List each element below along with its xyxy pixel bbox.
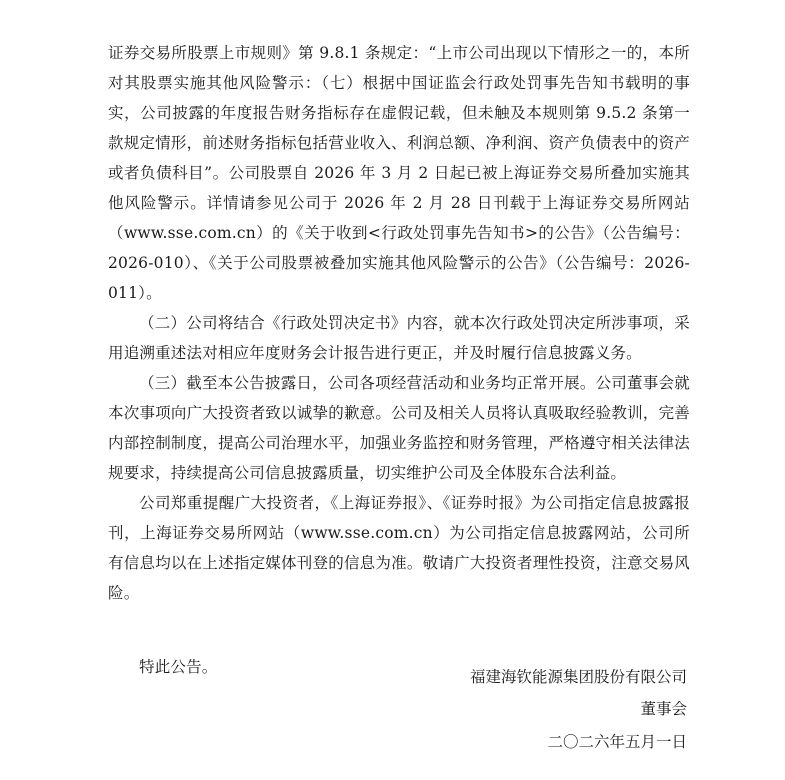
paragraph-operations-apology: （三）截至本公告披露日，公司各项经营活动和业务均正常开展。公司董事会就本次事项向广大投资者致以诚挚的歉意。公司及相关人员将认真吸取经验教训，完善内部控制制度，提高公司治理水平，加强业务监控和财务管理，严格遵守相关法律法规要求，持续提高公司信息披露质量，切实维护公司及全体股东合法利益。: [108, 374, 690, 482]
paragraph-investor-reminder: 公司郑重提醒广大投资者，《上海证券报》、《证券时报》为公司指定信息披露报刊，上海证券交易所网站（www.sse.com.cn）为公司指定信息披露网站，公司所有信息均以在上述指定媒体刊登的信息为准。敬请广大投资者理性投资，注意交易风险。: [108, 494, 690, 602]
paragraph-rules-citation: 证券交易所股票上市规则》第 9.8.1 条规定：“上市公司出现以下情形之一的，本所对其股票实施其他风险警示：（七）根据中国证监会行政处罚事先告知书载明的事实，公司披露的年度报告财务指标存在虚假记载，但未触及本规则第 9.5.2 条第一款规定情形，前述财务指标包括营业收入、利润总额、净利润、资产负债表中的资产或者负债科目”。公司股票自 2026 年 3 月 2 日起已被上海证券交易所叠加实施其他风险警示。详情请参见公司于 2026 年 2 月 28 日刊载于上海证券交易所网站（www.sse.com.cn）的《关于收到<行政处罚事先告知书>的公告》（公告编号：2026-010）、《关于公司股票被叠加实施其他风险警示的公告》（公告编号：2026-011）。: [108, 44, 690, 302]
announcement-body: [108, 0, 690, 682]
signature-board: 董事会: [640, 700, 687, 718]
paragraph-correction-plan: （二）公司将结合《行政处罚决定书》内容，就本次行政处罚决定所涉事项，采用追溯重述法对相应年度财务会计报告进行更正，并及时履行信息披露义务。: [108, 314, 690, 362]
closing-statement: 特此公告。: [139, 658, 218, 676]
signature-company: 福建海钦能源集团股份有限公司: [469, 668, 687, 686]
signature-date: 二〇二六年五月一日: [547, 733, 687, 751]
